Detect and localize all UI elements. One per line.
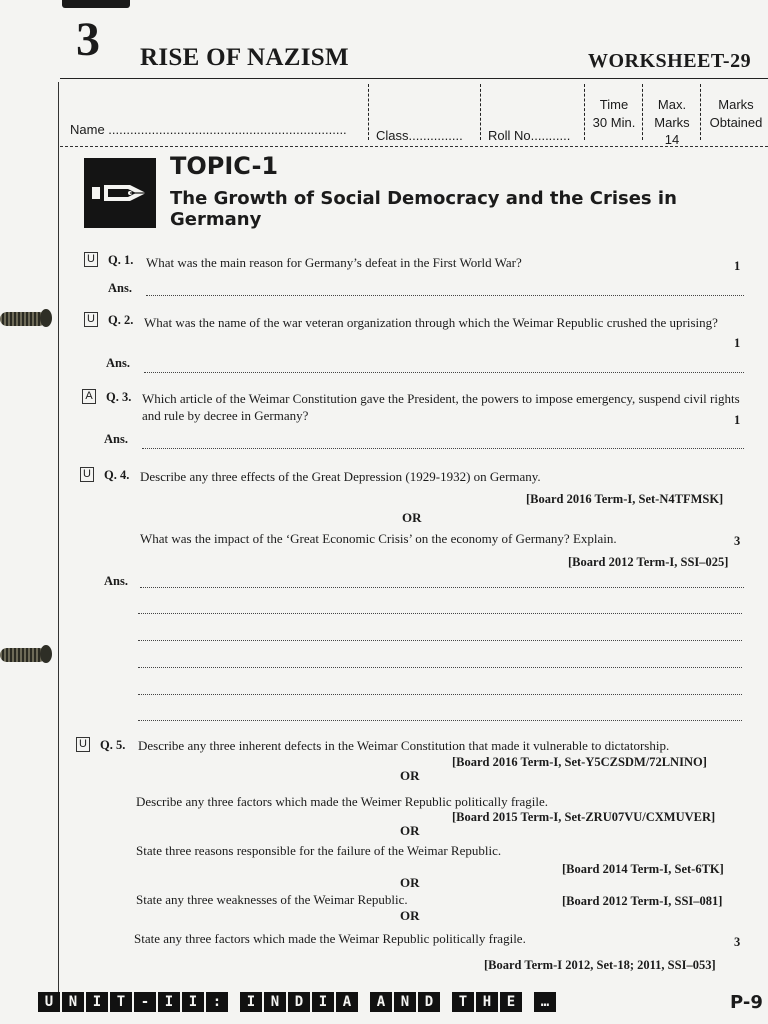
question-number: Q. 5. [100,738,126,752]
binder-ring [0,648,46,662]
unit-banner [38,992,556,1012]
unit-banner-letter: U [38,992,60,1012]
question-number: Q. 3. [106,390,132,404]
unit-banner-letter: N [264,992,286,1012]
unit-banner-letter: A [336,992,358,1012]
time-label: Time [599,97,629,112]
page-number: P-9 [730,992,763,1013]
unit-banner-letter: A [370,992,392,1012]
question-type-tag: U [84,252,98,267]
question-text: What was the name of the war veteran organization through which the Weimar Republic crushed the uprising? [144,315,718,330]
unit-banner-letter: D [418,992,440,1012]
max-label: Max. [657,97,687,112]
question-marks: 3 [734,534,741,548]
answer-line[interactable] [138,720,742,721]
question-text: Describe any three factors which made the Weimer Republic politically fragile. [136,794,549,809]
answer-line[interactable] [144,372,744,373]
answer-line[interactable] [142,448,744,449]
question-type-tag: A [82,389,96,404]
question-type-tag: U [84,312,98,327]
unit-banner-letter: : [206,992,228,1012]
question-type-tag: U [80,467,94,482]
question-marks: 1 [734,413,741,427]
question-number: Q. 4. [104,468,130,482]
answer-line[interactable] [138,640,742,641]
unit-banner-letter: I [182,992,204,1012]
header-divider [480,84,481,140]
board-reference: [Board 2016 Term-I, Set-N4TFMSK] [526,492,724,506]
chapter-title: RISE OF NAZISM [140,44,349,71]
unit-banner-letter: N [62,992,84,1012]
answer-line[interactable] [140,587,744,588]
unit-banner-letter [360,992,368,1012]
question-text: What was the main reason for Germany’s defeat in the First World War? [146,255,522,270]
marks-label: Marks [654,115,690,130]
or-separator: OR [402,510,422,525]
marks-obtained-label: Obtained [709,115,763,130]
question-type-tag: U [76,737,90,752]
or-separator: OR [400,823,420,838]
unit-banner-letter: I [86,992,108,1012]
board-reference: [Board Term-I 2012, Set-18; 2011, SSI–053] [484,958,716,972]
question-number: Q. 2. [108,313,134,327]
unit-banner-letter: … [534,992,556,1012]
answer-line[interactable] [138,613,742,614]
question-text: What was the impact of the ‘Great Economic Crisis’ on the economy of Germany? Explain. [140,531,617,546]
board-reference: [Board 2012 Term-I, SSI–081] [562,894,723,908]
unit-banner-letter: T [110,992,132,1012]
question-text: Which article of the Weimar Constitution gave the President, the powers to impose emergency, suspend civil rights and rule by decree in Germany? [142,391,740,423]
answer-label: Ans. [108,281,132,295]
topic-label: TOPIC-1 [170,152,279,180]
question-text: Describe any three effects of the Great Depression (1929-1932) on Germany. [140,469,541,484]
unit-banner-letter: N [394,992,416,1012]
question-marks: 3 [734,935,741,949]
roll-number-field[interactable]: Roll No........... [488,128,571,143]
question-marks: 1 [734,259,741,273]
marks-obtained-label: Marks [718,97,754,112]
or-separator: OR [400,908,420,923]
board-reference: [Board 2016 Term-I, Set-Y5CZSDM/72LNINO] [452,755,707,769]
question-text: State three reasons responsible for the failure of the Weimar Republic. [136,843,502,858]
answer-line[interactable] [138,694,742,695]
header-top-rule [60,78,768,79]
max-marks-value: 14 [664,132,680,147]
margin-line [58,82,59,1002]
unit-banner-letter: I [240,992,262,1012]
unit-banner-letter [230,992,238,1012]
unit-banner-letter [442,992,450,1012]
question-marks: 1 [734,336,741,350]
answer-line[interactable] [146,295,744,296]
question-text: State any three factors which made the Weimar Republic politically fragile. [134,931,526,946]
or-separator: OR [400,875,420,890]
unit-banner-letter [524,992,532,1012]
unit-banner-letter: D [288,992,310,1012]
time-value: 30 Min. [592,115,636,130]
header-divider [642,84,643,140]
chapter-number: 3 [76,13,100,66]
or-separator: OR [400,768,420,783]
question-text: Describe any three inherent defects in the Weimar Constitution that made it vulnerable to dictatorship. [138,738,670,753]
question-number: Q. 1. [108,253,134,267]
topic-title: The Growth of Social Democracy and the Crises in Germany [170,188,677,230]
header-divider [584,84,585,140]
unit-banner-letter: I [312,992,334,1012]
pen-nib-icon [84,158,156,228]
header-divider [700,84,701,140]
worksheet-label: WORKSHEET-29 [588,50,752,72]
unit-banner-letter: I [158,992,180,1012]
name-field[interactable]: Name .................................................................. [70,122,347,137]
board-reference: [Board 2014 Term-I, Set-6TK] [562,862,724,876]
answer-label: Ans. [104,574,128,588]
header-divider [368,84,369,140]
binder-ring [0,312,46,326]
unit-banner-letter: T [452,992,474,1012]
board-reference: [Board 2012 Term-I, SSI–025] [568,555,729,569]
chapter-tab [62,0,130,8]
answer-line[interactable] [138,667,742,668]
unit-banner-letter: H [476,992,498,1012]
unit-banner-letter: E [500,992,522,1012]
unit-banner-letter: - [134,992,156,1012]
class-field[interactable]: Class............... [376,128,463,143]
question-text: State any three weaknesses of the Weimar Republic. [136,892,408,907]
board-reference: [Board 2015 Term-I, Set-ZRU07VU/CXMUVER] [452,810,716,824]
answer-label: Ans. [106,356,130,370]
answer-label: Ans. [104,432,128,446]
